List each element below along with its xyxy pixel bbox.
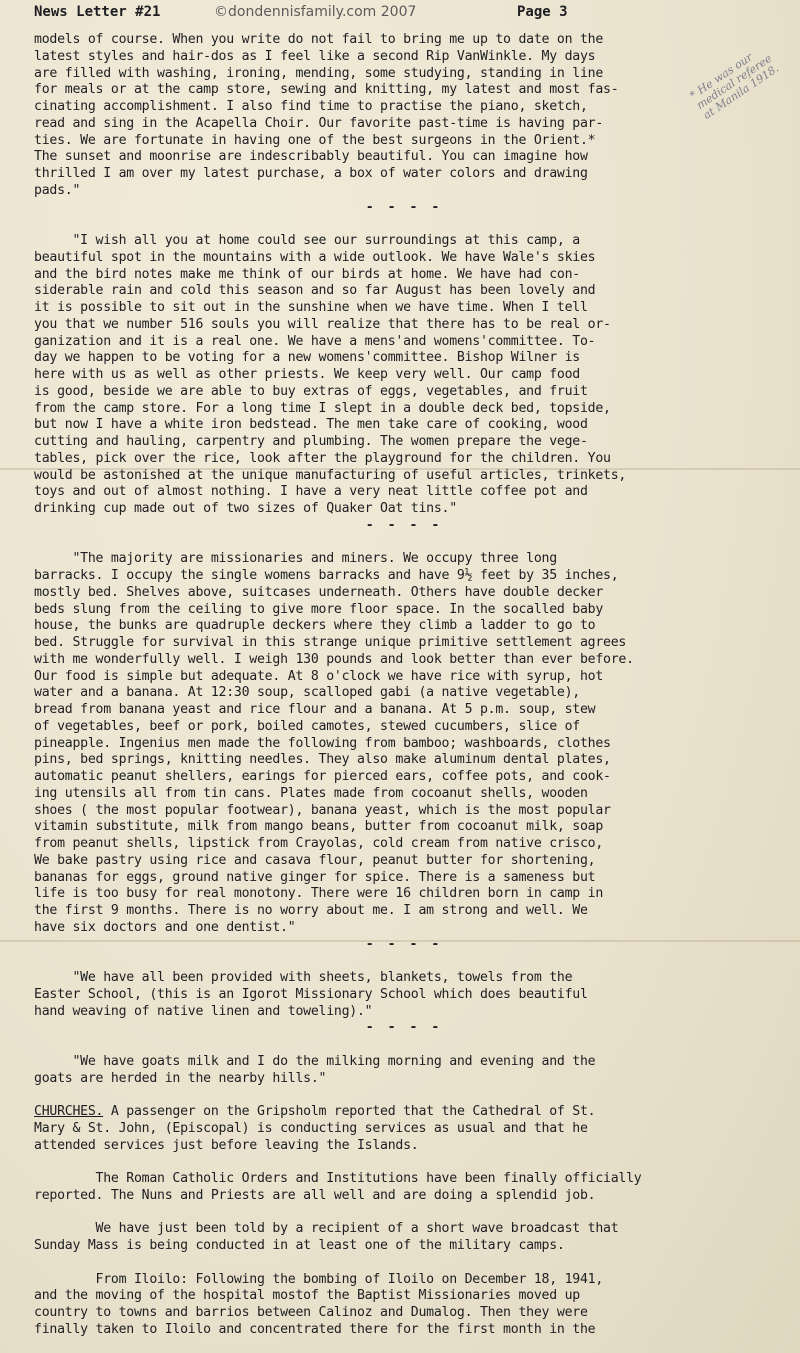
- text-line: beautiful spot in the mountains with a wide outlook. We have Wale's skies: [34, 249, 596, 265]
- paragraph-barracks: [34, 551, 754, 936]
- text-line: have six doctors and one dentist.": [34, 919, 296, 935]
- text-line: cinating accomplishment. I also find time to practise the piano, sketch,: [34, 99, 588, 114]
- paragraph-sheets: [34, 970, 754, 1020]
- text-line: finally taken to Iloilo and concentrated there for the first month in the: [34, 1321, 596, 1337]
- text-line: From Iloilo: Following the bombing of Iloilo on December 18, 1941,: [34, 1271, 604, 1287]
- handwritten-margin-note: * He was our medical referee at Manila 1918.: [687, 50, 782, 122]
- text-line: tables, pick over the rice, look after the playground for the children. You: [34, 450, 611, 466]
- text-line: Our food is simple but adequate. At 8 o'clock we have rice with syrup, hot: [34, 668, 604, 684]
- text-line: mostly bed. Shelves above, suitcases underneath. Others have double decker: [34, 584, 604, 600]
- text-line: and the moving of the hospital mostof the Baptist Missionaries moved up: [34, 1288, 580, 1304]
- text-line: Easter School, (this is an Igorot Missionary School which does beautiful: [34, 986, 588, 1002]
- text-line: ing utensils all from tin cans. Plates made from cocoanut shells, wooden: [34, 785, 588, 801]
- section-separator: - - - -: [365, 199, 443, 215]
- text-line: automatic peanut shellers, earings for pierced ears, coffee pots, and cook-: [34, 769, 611, 784]
- text-line: bananas for eggs, ground native ginger for spice. There is a sameness but: [34, 869, 596, 885]
- text-line: hand weaving of native linen and toweling).": [34, 1003, 373, 1019]
- text-line: is good, beside we are able to buy extras of eggs, vegetables, and fruit: [34, 383, 588, 399]
- text-line: Sunday Mass is being conducted in at least one of the military camps.: [34, 1238, 565, 1253]
- churches-heading: CHURCHES.: [34, 1104, 104, 1119]
- text-line: thrilled I am over my latest purchase, a box of water colors and drawing: [34, 166, 588, 181]
- text-line: water and a banana. At 12:30 soup, scalloped gabi (a native vegetable),: [34, 685, 580, 701]
- text-line: from the camp store. For a long time I slept in a double deck bed, topside,: [34, 400, 611, 416]
- text-line: country to towns and barrios between Calinoz and Dumalog. Then they were: [34, 1305, 588, 1320]
- text-line: and the bird notes make me think of our birds at home. We have had con-: [34, 266, 580, 282]
- text-line: bread from banana yeast and rice flour and a banana. At 5 p.m. soup, stew: [34, 702, 596, 717]
- text-line: house, the bunks are quadruple deckers where they climb a ladder to go to: [34, 618, 596, 634]
- text-line: but now I have a white iron bedstead. The men take care of cooking, wood: [34, 417, 588, 433]
- newsletter-number: News Letter #21: [34, 4, 161, 20]
- text-line: We bake pastry using rice and casava flour, peanut butter for shortening,: [34, 852, 596, 868]
- page-number: Page 3: [517, 4, 568, 20]
- text-line: reported. The Nuns and Priests are all well and are doing a splendid job.: [34, 1187, 596, 1203]
- text-line: "The majority are missionaries and miners. We occupy three long: [34, 551, 557, 567]
- section-separator: - - - -: [365, 517, 443, 533]
- copyright-watermark: ©dondennisfamily.com 2007: [214, 4, 417, 20]
- text-line: cutting and hauling, carpentry and plumbing. The women prepare the vege-: [34, 434, 588, 449]
- page-header: [34, 4, 774, 26]
- text-line: models of course. When you write do not fail to bring me up to date on the: [34, 32, 604, 47]
- text-line: "I wish all you at home could see our surroundings at this camp, a: [34, 233, 580, 248]
- paragraph-sunday-mass: [34, 1221, 754, 1255]
- text-line: [34, 1104, 754, 1121]
- text-line: life is too busy for real monotony. There were 16 children born in camp in: [34, 886, 604, 902]
- text-line: "We have goats milk and I do the milking morning and evening and the: [34, 1053, 596, 1069]
- text-line: you that we number 516 souls you will realize that there has to be real or-: [34, 316, 611, 332]
- section-separator: - - - -: [365, 936, 443, 952]
- text-line: The Roman Catholic Orders and Institutions have been finally officially: [34, 1171, 642, 1186]
- text-line: from peanut shells, lipstick from Crayolas, cold cream from native crisco,: [34, 836, 604, 851]
- text-line: would be astonished at the unique manufacturing of useful articles, trinkets,: [34, 467, 627, 483]
- text-line: beds slung from the ceiling to give more floor space. In the socalled baby: [34, 601, 604, 617]
- text-line: attended services just before leaving the Islands.: [34, 1137, 419, 1153]
- text-line: here with us as well as other priests. We keep very well. Our camp food: [34, 367, 580, 382]
- text-line: siderable rain and cold this season and so far August has been lovely and: [34, 283, 596, 299]
- text-line: with me wonderfully well. I weigh 130 pounds and look better than ever before.: [34, 651, 634, 667]
- text-line: goats are herded in the nearby hills.": [34, 1070, 327, 1086]
- section-separator: - - - -: [365, 1020, 443, 1036]
- text-line: read and sing in the Acapella Choir. Our favorite past-time is having par-: [34, 115, 604, 131]
- paragraph-continuation: [34, 32, 754, 200]
- text-line: "We have all been provided with sheets, blankets, towels from the: [34, 970, 573, 985]
- text-line: Mary & St. John, (Episcopal) is conducting services as usual and that he: [34, 1120, 588, 1136]
- text-line: toys and out of almost nothing. I have a very neat little coffee pot and: [34, 484, 588, 500]
- text-line: are filled with washing, ironing, mending, some studying, standing in line: [34, 65, 604, 81]
- letter-body: [34, 32, 754, 1339]
- paragraph-iloilo: [34, 1272, 754, 1339]
- paragraph-catholic-orders: [34, 1171, 754, 1205]
- text-line: shoes ( the most popular footwear), banana yeast, which is the most popular: [34, 802, 611, 818]
- text-line: We have just been told by a recipient of a short wave broadcast that: [34, 1221, 619, 1237]
- text-line: pads.": [34, 182, 81, 198]
- text-line: the first 9 months. There is no worry about me. I am strong and well. We: [34, 903, 588, 918]
- paragraph-churches: [34, 1104, 754, 1154]
- churches-text: A passenger on the Gripsholm reported that the Cathedral of St.: [103, 1104, 596, 1119]
- text-line: pineapple. Ingenius men made the following from bamboo; washboards, clothes: [34, 735, 611, 751]
- text-line: bed. Struggle for survival in this strange unique primitive settlement agrees: [34, 635, 627, 650]
- paragraph-goats: [34, 1054, 754, 1088]
- paragraph-camp-surroundings: [34, 233, 754, 518]
- text-line: latest styles and hair-dos as I feel like a second Rip VanWinkle. My days: [34, 48, 596, 64]
- text-line: pins, bed springs, knitting needles. They also make aluminum dental plates,: [34, 752, 611, 768]
- text-line: day we happen to be voting for a new womens'committee. Bishop Wilner is: [34, 350, 580, 366]
- text-line: drinking cup made out of two sizes of Quaker Oat tins.": [34, 501, 457, 516]
- text-line: of vegetables, beef or pork, boiled camotes, stewed cucumbers, slice of: [34, 718, 580, 734]
- text-line: ties. We are fortunate in having one of the best surgeons in the Orient.*: [34, 132, 596, 148]
- text-line: vitamin substitute, milk from mango beans, butter from cocoanut milk, soap: [34, 819, 604, 835]
- text-line: for meals or at the camp store, sewing and knitting, my latest and most fas-: [34, 82, 619, 98]
- text-line: The sunset and moonrise are indescribably beautiful. You can imagine how: [34, 149, 588, 165]
- text-line: ganization and it is a real one. We have a mens'and womens'committee. To-: [34, 333, 596, 349]
- text-line: barracks. I occupy the single womens barracks and have 9½ feet by 35 inches,: [34, 568, 619, 583]
- text-line: it is possible to sit out in the sunshine when we have time. When I tell: [34, 300, 588, 315]
